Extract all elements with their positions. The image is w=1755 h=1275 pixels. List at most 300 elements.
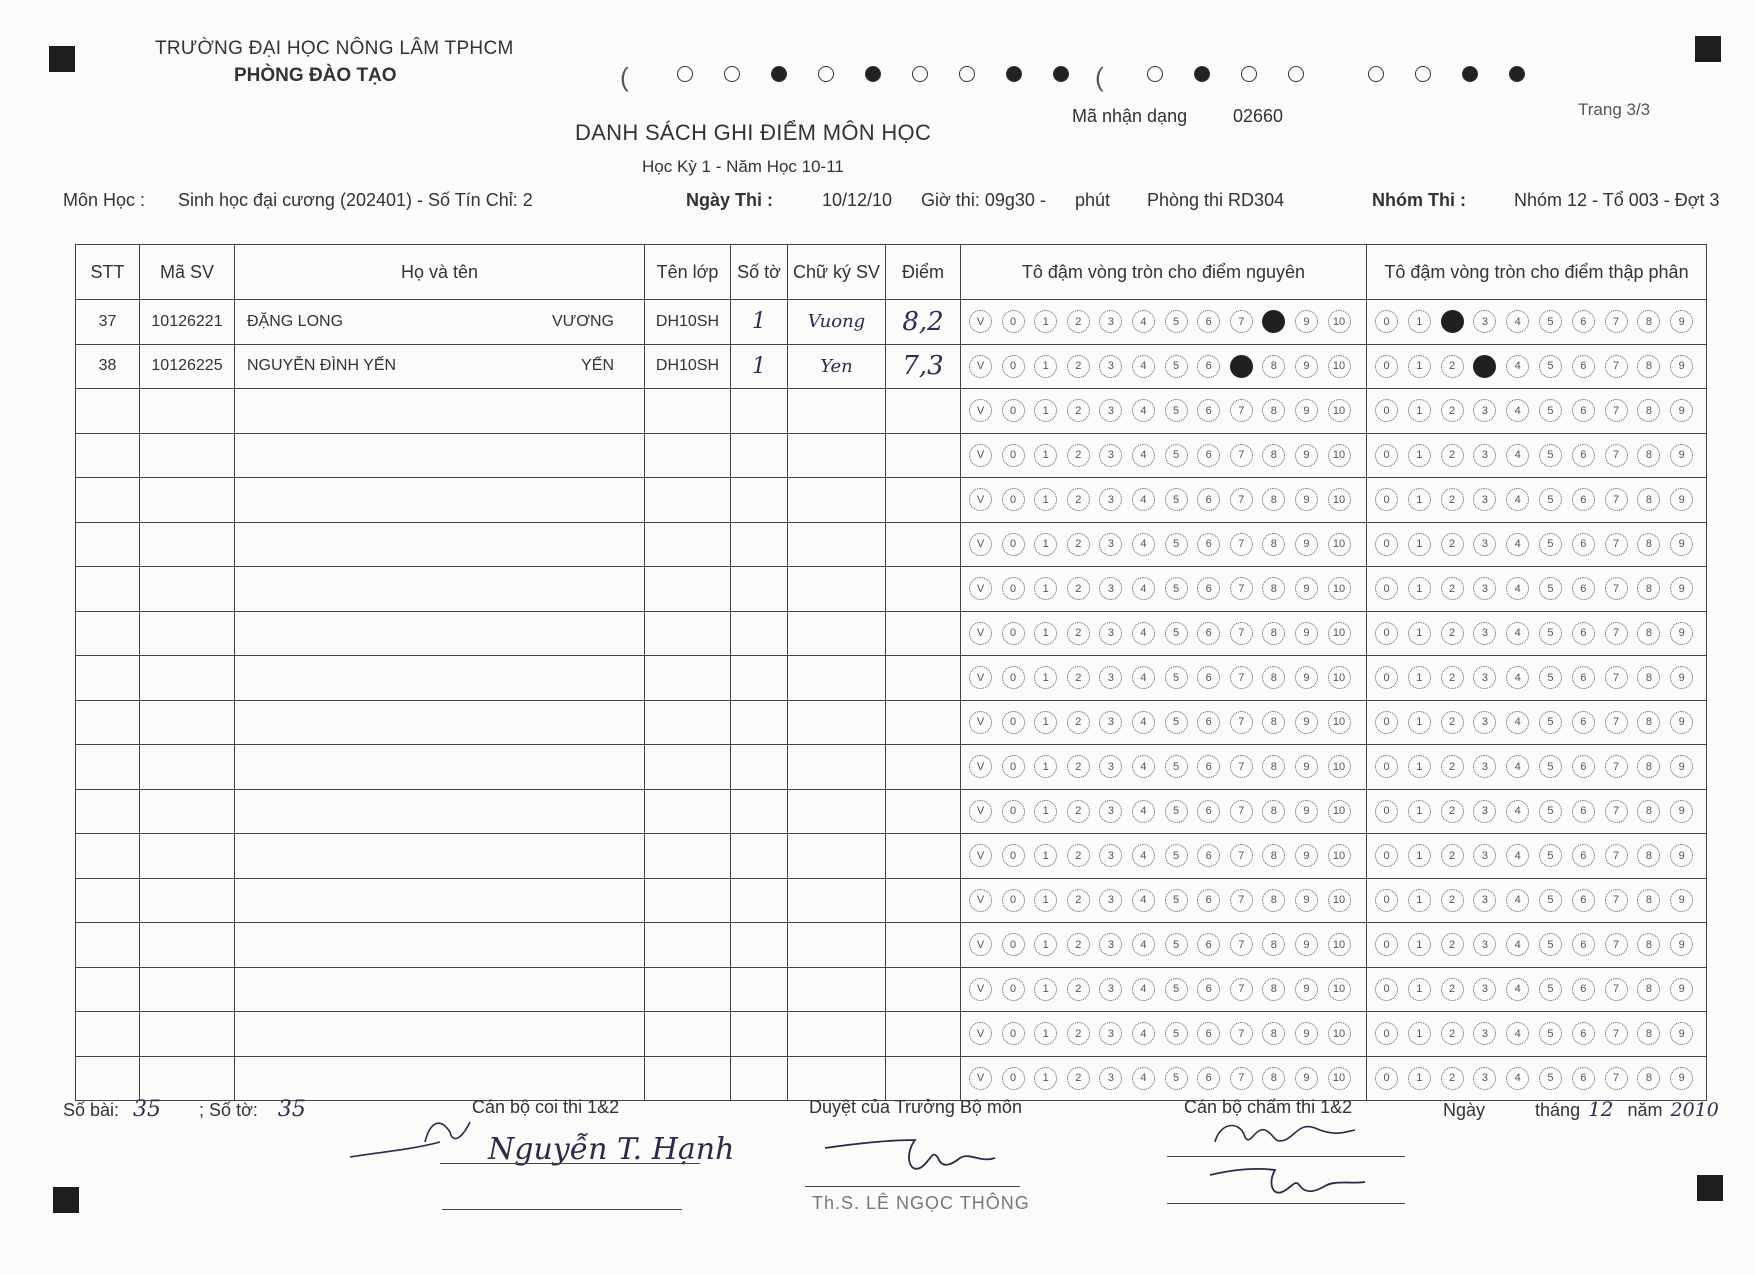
decimal-bubble-0[interactable]: 0 (1375, 889, 1398, 912)
integer-bubble-6[interactable]: 6 (1197, 666, 1220, 689)
integer-bubble-7[interactable]: 7 (1230, 310, 1253, 333)
decimal-bubble-2[interactable]: 2 (1441, 800, 1464, 823)
decimal-bubble-1[interactable]: 1 (1408, 800, 1431, 823)
decimal-bubble-9[interactable]: 9 (1670, 488, 1693, 511)
integer-bubble-3[interactable]: 3 (1099, 1067, 1122, 1090)
decimal-bubble-8[interactable]: 8 (1637, 622, 1660, 645)
integer-bubble-2[interactable]: 2 (1067, 844, 1090, 867)
decimal-bubble-8[interactable]: 8 (1637, 577, 1660, 600)
decimal-bubble-6[interactable]: 6 (1572, 577, 1595, 600)
decimal-bubble-2[interactable]: 2 (1441, 533, 1464, 556)
integer-bubble-1[interactable]: 1 (1034, 711, 1057, 734)
integer-bubble-9[interactable]: 9 (1295, 933, 1318, 956)
integer-bubble-4[interactable]: 4 (1132, 933, 1155, 956)
decimal-bubble-2[interactable]: 2 (1441, 488, 1464, 511)
decimal-bubble-6[interactable]: 6 (1572, 844, 1595, 867)
decimal-bubble-9[interactable]: 9 (1670, 800, 1693, 823)
decimal-bubble-3[interactable]: 3 (1473, 1022, 1496, 1045)
decimal-bubble-8[interactable]: 8 (1637, 1067, 1660, 1090)
integer-bubble-6[interactable]: 6 (1197, 978, 1220, 1001)
decimal-bubble-1[interactable]: 1 (1408, 577, 1431, 600)
decimal-bubble-4[interactable]: 4 (1506, 488, 1529, 511)
integer-bubble-8[interactable]: 8 (1262, 1022, 1285, 1045)
integer-bubble-3[interactable]: 3 (1099, 444, 1122, 467)
decimal-bubble-7[interactable]: 7 (1605, 622, 1628, 645)
decimal-bubble-3[interactable]: 3 (1473, 711, 1496, 734)
integer-bubble-4[interactable]: 4 (1132, 488, 1155, 511)
decimal-bubble-2[interactable]: 2 (1441, 622, 1464, 645)
decimal-bubble-9[interactable]: 9 (1670, 844, 1693, 867)
decimal-bubble-0[interactable]: 0 (1375, 933, 1398, 956)
integer-bubble-V[interactable]: V (969, 933, 992, 956)
integer-bubble-1[interactable]: 1 (1034, 577, 1057, 600)
integer-bubble-9[interactable]: 9 (1295, 978, 1318, 1001)
integer-bubble-6[interactable]: 6 (1197, 1022, 1220, 1045)
decimal-bubble-4[interactable]: 4 (1506, 889, 1529, 912)
integer-bubble-6[interactable]: 6 (1197, 844, 1220, 867)
integer-bubble-3[interactable]: 3 (1099, 889, 1122, 912)
decimal-bubble-0[interactable]: 0 (1375, 488, 1398, 511)
integer-bubble-2[interactable]: 2 (1067, 399, 1090, 422)
integer-bubble-1[interactable]: 1 (1034, 978, 1057, 1001)
integer-bubble-2[interactable]: 2 (1067, 533, 1090, 556)
integer-bubble-8[interactable]: 8 (1262, 533, 1285, 556)
decimal-bubble-2[interactable]: 2 (1441, 310, 1464, 333)
decimal-bubble-2[interactable]: 2 (1441, 444, 1464, 467)
decimal-bubble-2[interactable]: 2 (1441, 1067, 1464, 1090)
integer-bubble-1[interactable]: 1 (1034, 1067, 1057, 1090)
decimal-bubble-5[interactable]: 5 (1539, 933, 1562, 956)
integer-bubble-8[interactable]: 8 (1262, 622, 1285, 645)
integer-bubble-7[interactable]: 7 (1230, 933, 1253, 956)
decimal-bubble-5[interactable]: 5 (1539, 666, 1562, 689)
integer-bubble-4[interactable]: 4 (1132, 355, 1155, 378)
integer-bubble-10[interactable]: 10 (1328, 444, 1351, 467)
decimal-bubble-9[interactable]: 9 (1670, 1067, 1693, 1090)
integer-bubble-5[interactable]: 5 (1165, 399, 1188, 422)
decimal-bubble-1[interactable]: 1 (1408, 666, 1431, 689)
integer-bubble-0[interactable]: 0 (1002, 577, 1025, 600)
decimal-bubble-0[interactable]: 0 (1375, 533, 1398, 556)
decimal-bubble-2[interactable]: 2 (1441, 889, 1464, 912)
decimal-bubble-4[interactable]: 4 (1506, 533, 1529, 556)
integer-bubble-V[interactable]: V (969, 488, 992, 511)
integer-bubble-4[interactable]: 4 (1132, 444, 1155, 467)
decimal-bubble-7[interactable]: 7 (1605, 444, 1628, 467)
decimal-bubble-2[interactable]: 2 (1441, 711, 1464, 734)
integer-bubble-V[interactable]: V (969, 399, 992, 422)
integer-bubble-3[interactable]: 3 (1099, 800, 1122, 823)
decimal-bubble-3[interactable]: 3 (1473, 755, 1496, 778)
integer-bubble-1[interactable]: 1 (1034, 488, 1057, 511)
integer-bubble-5[interactable]: 5 (1165, 755, 1188, 778)
integer-bubble-1[interactable]: 1 (1034, 355, 1057, 378)
integer-bubble-0[interactable]: 0 (1002, 622, 1025, 645)
decimal-bubble-1[interactable]: 1 (1408, 844, 1431, 867)
integer-bubble-2[interactable]: 2 (1067, 666, 1090, 689)
decimal-bubble-7[interactable]: 7 (1605, 310, 1628, 333)
integer-bubble-V[interactable]: V (969, 889, 992, 912)
decimal-bubble-5[interactable]: 5 (1539, 399, 1562, 422)
decimal-bubble-2[interactable]: 2 (1441, 1022, 1464, 1045)
integer-bubble-6[interactable]: 6 (1197, 755, 1220, 778)
integer-bubble-4[interactable]: 4 (1132, 800, 1155, 823)
integer-bubble-V[interactable]: V (969, 800, 992, 823)
decimal-bubble-6[interactable]: 6 (1572, 399, 1595, 422)
decimal-bubble-4[interactable]: 4 (1506, 310, 1529, 333)
decimal-bubble-3[interactable]: 3 (1473, 933, 1496, 956)
decimal-bubble-1[interactable]: 1 (1408, 355, 1431, 378)
integer-bubble-2[interactable]: 2 (1067, 577, 1090, 600)
integer-bubble-8[interactable]: 8 (1262, 844, 1285, 867)
integer-bubble-7[interactable]: 7 (1230, 1067, 1253, 1090)
integer-bubble-3[interactable]: 3 (1099, 577, 1122, 600)
integer-bubble-3[interactable]: 3 (1099, 533, 1122, 556)
integer-bubble-3[interactable]: 3 (1099, 978, 1122, 1001)
integer-bubble-9[interactable]: 9 (1295, 355, 1318, 378)
decimal-bubble-6[interactable]: 6 (1572, 488, 1595, 511)
decimal-bubble-7[interactable]: 7 (1605, 399, 1628, 422)
decimal-bubble-4[interactable]: 4 (1506, 978, 1529, 1001)
integer-bubble-10[interactable]: 10 (1328, 844, 1351, 867)
integer-bubble-5[interactable]: 5 (1165, 666, 1188, 689)
decimal-bubble-1[interactable]: 1 (1408, 1067, 1431, 1090)
integer-bubble-1[interactable]: 1 (1034, 1022, 1057, 1045)
integer-bubble-8[interactable]: 8 (1262, 711, 1285, 734)
decimal-bubble-5[interactable]: 5 (1539, 800, 1562, 823)
integer-bubble-10[interactable]: 10 (1328, 488, 1351, 511)
decimal-bubble-7[interactable]: 7 (1605, 533, 1628, 556)
decimal-bubble-7[interactable]: 7 (1605, 1067, 1628, 1090)
decimal-bubble-9[interactable]: 9 (1670, 1022, 1693, 1045)
integer-bubble-5[interactable]: 5 (1165, 533, 1188, 556)
integer-bubble-2[interactable]: 2 (1067, 755, 1090, 778)
decimal-bubble-0[interactable]: 0 (1375, 755, 1398, 778)
integer-bubble-10[interactable]: 10 (1328, 577, 1351, 600)
integer-bubble-3[interactable]: 3 (1099, 355, 1122, 378)
decimal-bubble-9[interactable]: 9 (1670, 444, 1693, 467)
decimal-bubble-1[interactable]: 1 (1408, 978, 1431, 1001)
integer-bubble-0[interactable]: 0 (1002, 844, 1025, 867)
decimal-bubble-1[interactable]: 1 (1408, 622, 1431, 645)
decimal-bubble-6[interactable]: 6 (1572, 666, 1595, 689)
integer-bubble-5[interactable]: 5 (1165, 577, 1188, 600)
integer-bubble-V[interactable]: V (969, 1067, 992, 1090)
integer-bubble-4[interactable]: 4 (1132, 666, 1155, 689)
decimal-bubble-4[interactable]: 4 (1506, 800, 1529, 823)
integer-bubble-3[interactable]: 3 (1099, 399, 1122, 422)
integer-bubble-2[interactable]: 2 (1067, 711, 1090, 734)
integer-bubble-5[interactable]: 5 (1165, 444, 1188, 467)
decimal-bubble-9[interactable]: 9 (1670, 355, 1693, 378)
integer-bubble-4[interactable]: 4 (1132, 577, 1155, 600)
decimal-bubble-8[interactable]: 8 (1637, 488, 1660, 511)
decimal-bubble-6[interactable]: 6 (1572, 355, 1595, 378)
decimal-bubble-4[interactable]: 4 (1506, 1022, 1529, 1045)
decimal-bubble-1[interactable]: 1 (1408, 933, 1431, 956)
integer-bubble-3[interactable]: 3 (1099, 310, 1122, 333)
integer-bubble-4[interactable]: 4 (1132, 622, 1155, 645)
integer-bubble-5[interactable]: 5 (1165, 488, 1188, 511)
decimal-bubble-5[interactable]: 5 (1539, 577, 1562, 600)
decimal-bubble-4[interactable]: 4 (1506, 1067, 1529, 1090)
integer-bubble-0[interactable]: 0 (1002, 533, 1025, 556)
decimal-bubble-1[interactable]: 1 (1408, 755, 1431, 778)
integer-bubble-9[interactable]: 9 (1295, 533, 1318, 556)
integer-bubble-7[interactable]: 7 (1230, 488, 1253, 511)
decimal-bubble-8[interactable]: 8 (1637, 889, 1660, 912)
decimal-bubble-6[interactable]: 6 (1572, 978, 1595, 1001)
decimal-bubble-3[interactable]: 3 (1473, 844, 1496, 867)
integer-bubble-V[interactable]: V (969, 622, 992, 645)
decimal-bubble-6[interactable]: 6 (1572, 933, 1595, 956)
integer-bubble-4[interactable]: 4 (1132, 310, 1155, 333)
integer-bubble-6[interactable]: 6 (1197, 488, 1220, 511)
integer-bubble-2[interactable]: 2 (1067, 800, 1090, 823)
integer-bubble-7[interactable]: 7 (1230, 889, 1253, 912)
integer-bubble-4[interactable]: 4 (1132, 978, 1155, 1001)
integer-bubble-3[interactable]: 3 (1099, 666, 1122, 689)
integer-bubble-2[interactable]: 2 (1067, 310, 1090, 333)
integer-bubble-2[interactable]: 2 (1067, 889, 1090, 912)
integer-bubble-0[interactable]: 0 (1002, 889, 1025, 912)
integer-bubble-10[interactable]: 10 (1328, 1067, 1351, 1090)
decimal-bubble-5[interactable]: 5 (1539, 844, 1562, 867)
decimal-bubble-9[interactable]: 9 (1670, 622, 1693, 645)
decimal-bubble-7[interactable]: 7 (1605, 711, 1628, 734)
integer-bubble-6[interactable]: 6 (1197, 444, 1220, 467)
decimal-bubble-1[interactable]: 1 (1408, 310, 1431, 333)
integer-bubble-5[interactable]: 5 (1165, 933, 1188, 956)
decimal-bubble-3[interactable]: 3 (1473, 399, 1496, 422)
decimal-bubble-0[interactable]: 0 (1375, 310, 1398, 333)
decimal-bubble-0[interactable]: 0 (1375, 622, 1398, 645)
integer-bubble-9[interactable]: 9 (1295, 666, 1318, 689)
integer-bubble-10[interactable]: 10 (1328, 889, 1351, 912)
integer-bubble-10[interactable]: 10 (1328, 755, 1351, 778)
decimal-bubble-6[interactable]: 6 (1572, 889, 1595, 912)
integer-bubble-10[interactable]: 10 (1328, 711, 1351, 734)
integer-bubble-6[interactable]: 6 (1197, 711, 1220, 734)
decimal-bubble-2[interactable]: 2 (1441, 755, 1464, 778)
decimal-bubble-5[interactable]: 5 (1539, 310, 1562, 333)
integer-bubble-2[interactable]: 2 (1067, 488, 1090, 511)
integer-bubble-6[interactable]: 6 (1197, 399, 1220, 422)
decimal-bubble-3[interactable]: 3 (1473, 444, 1496, 467)
integer-bubble-10[interactable]: 10 (1328, 978, 1351, 1001)
integer-bubble-8[interactable]: 8 (1262, 355, 1285, 378)
decimal-bubble-5[interactable]: 5 (1539, 488, 1562, 511)
decimal-bubble-5[interactable]: 5 (1539, 1067, 1562, 1090)
integer-bubble-V[interactable]: V (969, 533, 992, 556)
decimal-bubble-0[interactable]: 0 (1375, 1067, 1398, 1090)
decimal-bubble-0[interactable]: 0 (1375, 711, 1398, 734)
integer-bubble-8[interactable]: 8 (1262, 978, 1285, 1001)
decimal-bubble-3[interactable]: 3 (1473, 310, 1496, 333)
integer-bubble-2[interactable]: 2 (1067, 978, 1090, 1001)
integer-bubble-0[interactable]: 0 (1002, 933, 1025, 956)
decimal-bubble-3[interactable]: 3 (1473, 533, 1496, 556)
integer-bubble-7[interactable]: 7 (1230, 711, 1253, 734)
decimal-bubble-1[interactable]: 1 (1408, 399, 1431, 422)
integer-bubble-8[interactable]: 8 (1262, 1067, 1285, 1090)
integer-bubble-9[interactable]: 9 (1295, 800, 1318, 823)
decimal-bubble-5[interactable]: 5 (1539, 1022, 1562, 1045)
decimal-bubble-5[interactable]: 5 (1539, 533, 1562, 556)
integer-bubble-V[interactable]: V (969, 755, 992, 778)
integer-bubble-8[interactable]: 8 (1262, 399, 1285, 422)
integer-bubble-1[interactable]: 1 (1034, 844, 1057, 867)
decimal-bubble-3[interactable]: 3 (1473, 666, 1496, 689)
integer-bubble-V[interactable]: V (969, 355, 992, 378)
decimal-bubble-6[interactable]: 6 (1572, 1022, 1595, 1045)
integer-bubble-7[interactable]: 7 (1230, 622, 1253, 645)
integer-bubble-6[interactable]: 6 (1197, 355, 1220, 378)
decimal-bubble-5[interactable]: 5 (1539, 355, 1562, 378)
decimal-bubble-9[interactable]: 9 (1670, 399, 1693, 422)
integer-bubble-2[interactable]: 2 (1067, 444, 1090, 467)
decimal-bubble-2[interactable]: 2 (1441, 577, 1464, 600)
decimal-bubble-9[interactable]: 9 (1670, 933, 1693, 956)
integer-bubble-9[interactable]: 9 (1295, 310, 1318, 333)
integer-bubble-8[interactable]: 8 (1262, 889, 1285, 912)
integer-bubble-1[interactable]: 1 (1034, 755, 1057, 778)
decimal-bubble-1[interactable]: 1 (1408, 711, 1431, 734)
decimal-bubble-9[interactable]: 9 (1670, 666, 1693, 689)
integer-bubble-0[interactable]: 0 (1002, 978, 1025, 1001)
decimal-bubble-7[interactable]: 7 (1605, 577, 1628, 600)
integer-bubble-8[interactable]: 8 (1262, 933, 1285, 956)
integer-bubble-10[interactable]: 10 (1328, 1022, 1351, 1045)
integer-bubble-9[interactable]: 9 (1295, 488, 1318, 511)
decimal-bubble-8[interactable]: 8 (1637, 1022, 1660, 1045)
decimal-bubble-2[interactable]: 2 (1441, 666, 1464, 689)
integer-bubble-6[interactable]: 6 (1197, 800, 1220, 823)
integer-bubble-V[interactable]: V (969, 444, 992, 467)
decimal-bubble-4[interactable]: 4 (1506, 844, 1529, 867)
integer-bubble-7[interactable]: 7 (1230, 533, 1253, 556)
decimal-bubble-5[interactable]: 5 (1539, 622, 1562, 645)
decimal-bubble-7[interactable]: 7 (1605, 933, 1628, 956)
decimal-bubble-5[interactable]: 5 (1539, 889, 1562, 912)
integer-bubble-1[interactable]: 1 (1034, 800, 1057, 823)
decimal-bubble-8[interactable]: 8 (1637, 310, 1660, 333)
integer-bubble-8[interactable]: 8 (1262, 310, 1285, 333)
decimal-bubble-5[interactable]: 5 (1539, 711, 1562, 734)
decimal-bubble-7[interactable]: 7 (1605, 355, 1628, 378)
decimal-bubble-3[interactable]: 3 (1473, 622, 1496, 645)
integer-bubble-4[interactable]: 4 (1132, 711, 1155, 734)
decimal-bubble-7[interactable]: 7 (1605, 666, 1628, 689)
integer-bubble-1[interactable]: 1 (1034, 933, 1057, 956)
integer-bubble-V[interactable]: V (969, 310, 992, 333)
integer-bubble-10[interactable]: 10 (1328, 533, 1351, 556)
integer-bubble-6[interactable]: 6 (1197, 889, 1220, 912)
decimal-bubble-5[interactable]: 5 (1539, 755, 1562, 778)
integer-bubble-2[interactable]: 2 (1067, 933, 1090, 956)
integer-bubble-10[interactable]: 10 (1328, 622, 1351, 645)
decimal-bubble-8[interactable]: 8 (1637, 711, 1660, 734)
decimal-bubble-8[interactable]: 8 (1637, 666, 1660, 689)
integer-bubble-0[interactable]: 0 (1002, 755, 1025, 778)
decimal-bubble-6[interactable]: 6 (1572, 1067, 1595, 1090)
integer-bubble-6[interactable]: 6 (1197, 310, 1220, 333)
decimal-bubble-6[interactable]: 6 (1572, 755, 1595, 778)
integer-bubble-8[interactable]: 8 (1262, 577, 1285, 600)
integer-bubble-10[interactable]: 10 (1328, 355, 1351, 378)
integer-bubble-0[interactable]: 0 (1002, 310, 1025, 333)
integer-bubble-4[interactable]: 4 (1132, 533, 1155, 556)
decimal-bubble-7[interactable]: 7 (1605, 978, 1628, 1001)
integer-bubble-8[interactable]: 8 (1262, 666, 1285, 689)
integer-bubble-7[interactable]: 7 (1230, 355, 1253, 378)
integer-bubble-7[interactable]: 7 (1230, 978, 1253, 1001)
integer-bubble-4[interactable]: 4 (1132, 889, 1155, 912)
decimal-bubble-8[interactable]: 8 (1637, 399, 1660, 422)
decimal-bubble-3[interactable]: 3 (1473, 800, 1496, 823)
decimal-bubble-4[interactable]: 4 (1506, 622, 1529, 645)
integer-bubble-V[interactable]: V (969, 711, 992, 734)
integer-bubble-5[interactable]: 5 (1165, 978, 1188, 1001)
integer-bubble-8[interactable]: 8 (1262, 755, 1285, 778)
integer-bubble-V[interactable]: V (969, 1022, 992, 1045)
decimal-bubble-4[interactable]: 4 (1506, 577, 1529, 600)
integer-bubble-9[interactable]: 9 (1295, 399, 1318, 422)
decimal-bubble-6[interactable]: 6 (1572, 622, 1595, 645)
integer-bubble-4[interactable]: 4 (1132, 1067, 1155, 1090)
decimal-bubble-3[interactable]: 3 (1473, 577, 1496, 600)
decimal-bubble-6[interactable]: 6 (1572, 310, 1595, 333)
decimal-bubble-9[interactable]: 9 (1670, 755, 1693, 778)
integer-bubble-1[interactable]: 1 (1034, 444, 1057, 467)
integer-bubble-6[interactable]: 6 (1197, 577, 1220, 600)
decimal-bubble-9[interactable]: 9 (1670, 978, 1693, 1001)
decimal-bubble-0[interactable]: 0 (1375, 844, 1398, 867)
integer-bubble-1[interactable]: 1 (1034, 622, 1057, 645)
decimal-bubble-6[interactable]: 6 (1572, 533, 1595, 556)
integer-bubble-9[interactable]: 9 (1295, 444, 1318, 467)
integer-bubble-9[interactable]: 9 (1295, 844, 1318, 867)
integer-bubble-1[interactable]: 1 (1034, 889, 1057, 912)
integer-bubble-8[interactable]: 8 (1262, 444, 1285, 467)
integer-bubble-V[interactable]: V (969, 666, 992, 689)
decimal-bubble-6[interactable]: 6 (1572, 711, 1595, 734)
decimal-bubble-0[interactable]: 0 (1375, 355, 1398, 378)
integer-bubble-5[interactable]: 5 (1165, 1067, 1188, 1090)
decimal-bubble-0[interactable]: 0 (1375, 800, 1398, 823)
decimal-bubble-4[interactable]: 4 (1506, 666, 1529, 689)
decimal-bubble-7[interactable]: 7 (1605, 755, 1628, 778)
decimal-bubble-3[interactable]: 3 (1473, 1067, 1496, 1090)
integer-bubble-6[interactable]: 6 (1197, 1067, 1220, 1090)
integer-bubble-10[interactable]: 10 (1328, 310, 1351, 333)
integer-bubble-3[interactable]: 3 (1099, 755, 1122, 778)
integer-bubble-7[interactable]: 7 (1230, 399, 1253, 422)
decimal-bubble-2[interactable]: 2 (1441, 355, 1464, 378)
integer-bubble-9[interactable]: 9 (1295, 622, 1318, 645)
decimal-bubble-2[interactable]: 2 (1441, 399, 1464, 422)
integer-bubble-10[interactable]: 10 (1328, 933, 1351, 956)
integer-bubble-5[interactable]: 5 (1165, 711, 1188, 734)
integer-bubble-1[interactable]: 1 (1034, 533, 1057, 556)
integer-bubble-5[interactable]: 5 (1165, 1022, 1188, 1045)
integer-bubble-4[interactable]: 4 (1132, 755, 1155, 778)
decimal-bubble-6[interactable]: 6 (1572, 444, 1595, 467)
integer-bubble-0[interactable]: 0 (1002, 399, 1025, 422)
integer-bubble-7[interactable]: 7 (1230, 844, 1253, 867)
integer-bubble-0[interactable]: 0 (1002, 444, 1025, 467)
decimal-bubble-4[interactable]: 4 (1506, 355, 1529, 378)
